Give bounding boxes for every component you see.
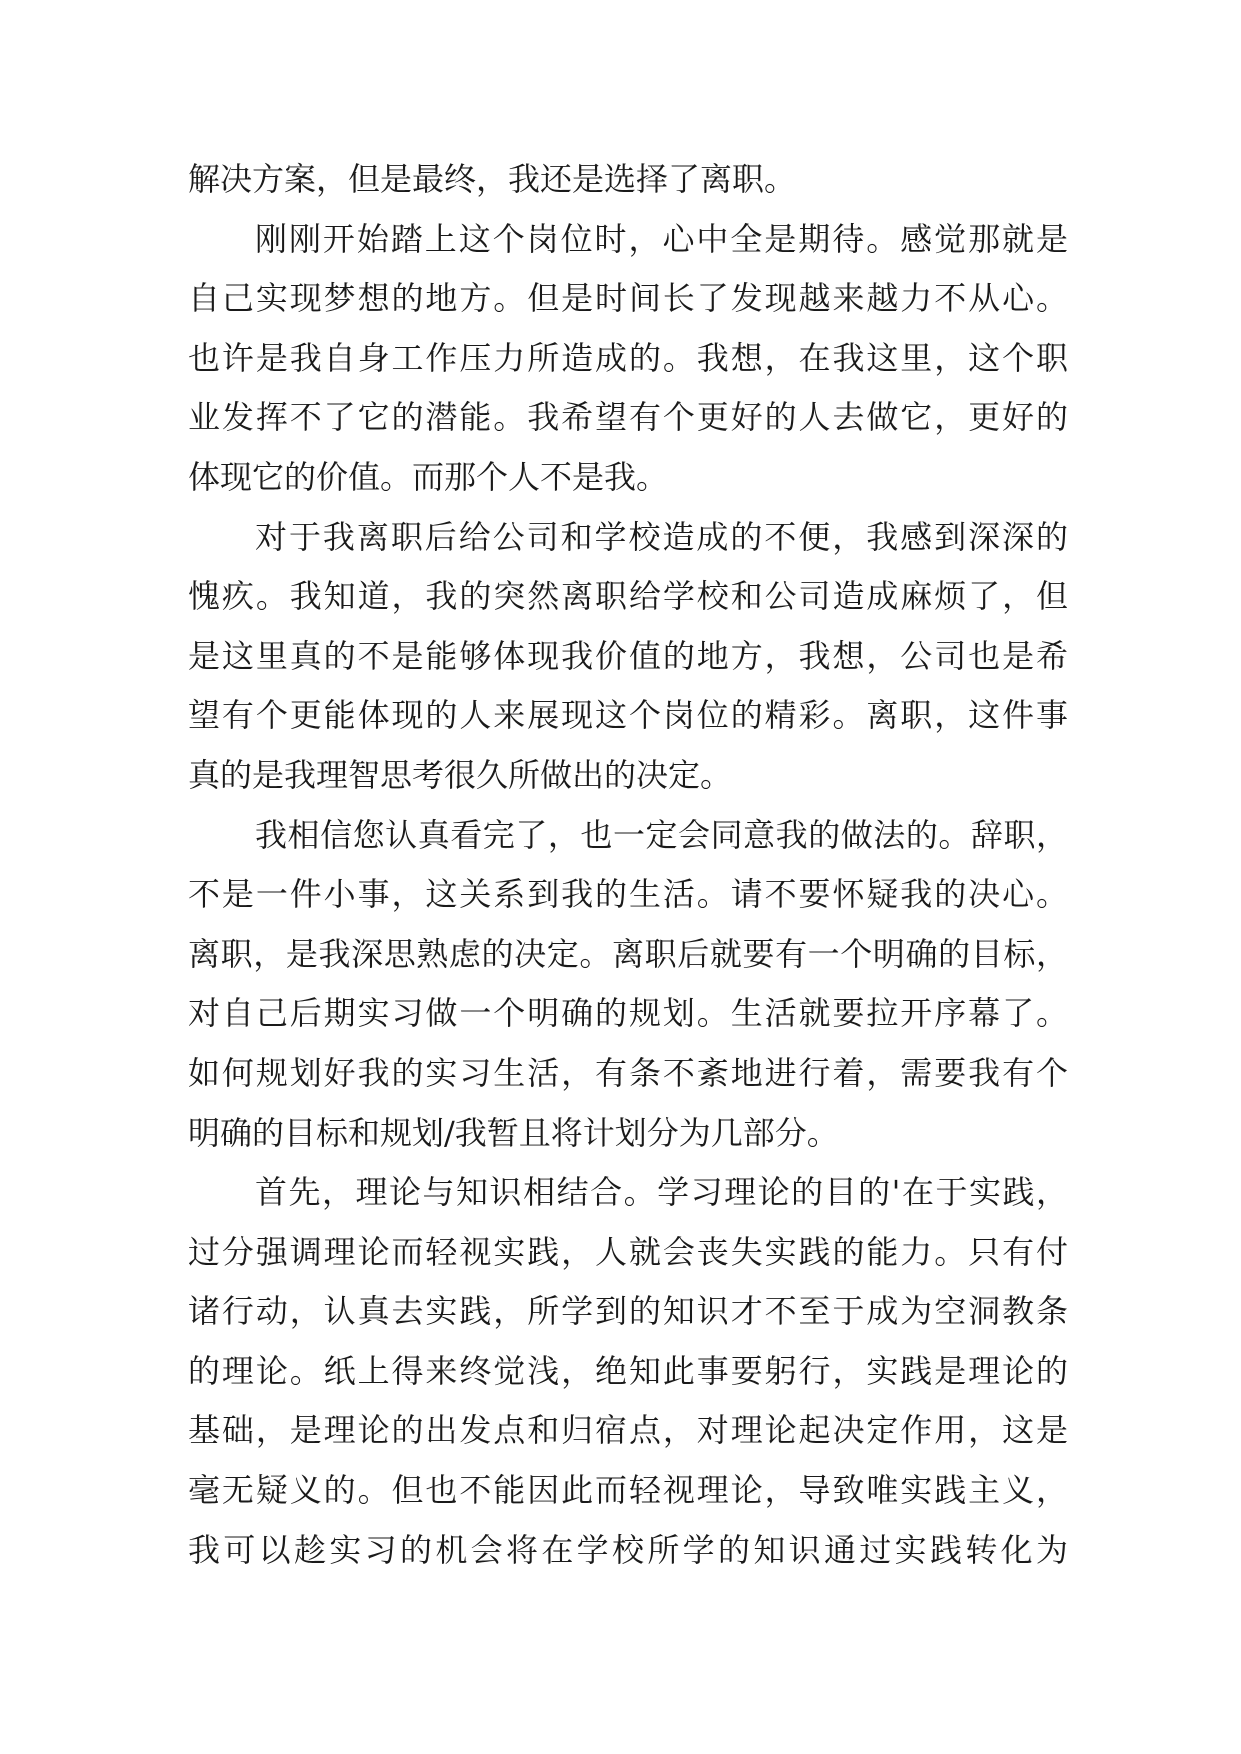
- text-line: 刚刚开始踏上这个岗位时，心中全是期待。感觉那就是: [255, 219, 1068, 258]
- text-line: 自己实现梦想的地方。但是时间长了发现越来越力不从心。: [188, 279, 1068, 318]
- text-line: 愧疚。我知道，我的突然离职给学校和公司造成麻烦了，但: [188, 577, 1068, 616]
- text-line: 诸行动，认真去实践，所学到的知识才不至于成为空洞教条: [188, 1292, 1068, 1331]
- text-line: 毫无疑义的。但也不能因此而轻视理论，导致唯实践主义，: [188, 1471, 1068, 1510]
- text-line: 对自己后期实习做一个明确的规划。生活就要拉开序幕了。: [188, 994, 1068, 1033]
- text-line: 体现它的价值。而那个人不是我。: [188, 457, 669, 496]
- text-line: 不是一件小事，这关系到我的生活。请不要怀疑我的决心。: [188, 875, 1068, 914]
- text-line: 业发挥不了它的潜能。我希望有个更好的人去做它，更好的: [188, 398, 1068, 437]
- text-line: 望有个更能体现的人来展现这个岗位的精彩。离职，这件事: [188, 696, 1068, 735]
- text-line: 基础，是理论的出发点和归宿点，对理论起决定作用，这是: [188, 1411, 1068, 1450]
- text-line: 对于我离职后给公司和学校造成的不便，我感到深深的: [255, 517, 1068, 556]
- text-line: 离职，是我深思熟虑的决定。离职后就要有一个明确的目标，: [188, 934, 1068, 973]
- text-line: 的理论。纸上得来终觉浅，绝知此事要躬行，实践是理论的: [188, 1351, 1068, 1390]
- text-line: 我相信您认真看完了，也一定会同意我的做法的。辞职，: [255, 815, 1068, 854]
- text-line: 也许是我自身工作压力所造成的。我想，在我这里，这个职: [188, 338, 1068, 377]
- text-line: 是这里真的不是能够体现我价值的地方，我想，公司也是希: [188, 636, 1068, 675]
- text-line: 明确的目标和规划/我暂且将计划分为几部分。: [188, 1113, 839, 1152]
- text-line: 如何规划好我的实习生活，有条不紊地进行着，需要我有个: [188, 1053, 1068, 1092]
- text-line: 首先，理论与知识相结合。学习理论的目的'在于实践，: [255, 1173, 1068, 1212]
- text-line: 我可以趁实习的机会将在学校所学的知识通过实践转化为: [188, 1530, 1068, 1569]
- text-line: 解决方案，但是最终，我还是选择了离职。: [188, 160, 797, 198]
- body-text: [188, 150, 1068, 1580]
- text-line: 过分强调理论而轻视实践，人就会丧失实践的能力。只有付: [188, 1232, 1068, 1271]
- text-line: 真的是我理智思考很久所做出的决定。: [188, 755, 733, 794]
